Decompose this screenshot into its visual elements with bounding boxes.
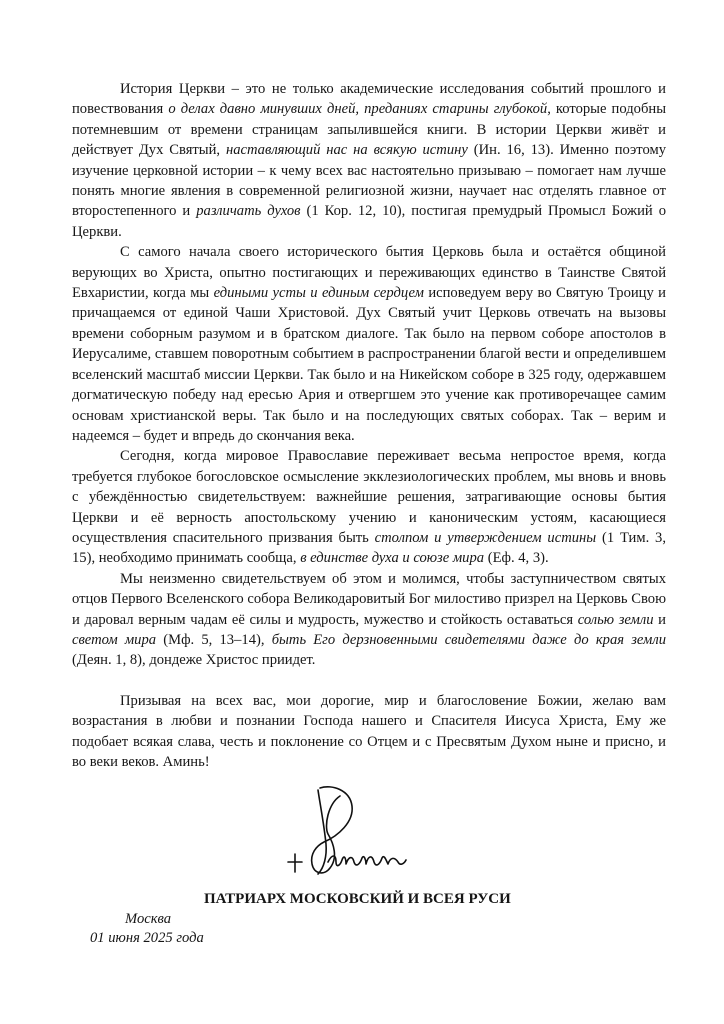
date-of-signing: 01 июня 2025 года: [90, 930, 204, 946]
signer-title: ПАТРИАРХ МОСКОВСКИЙ И ВСЕЯ РУСИ: [204, 891, 511, 907]
text-run: С самого начала своего исторического бытия Церковь была и остаётся общиной верующих во Христа, опытно постигающих и переживающих единство в Таинстве Святой Евхаристии, когда мы: [72, 244, 666, 302]
place-of-signing: Москва: [125, 911, 172, 927]
signature-image: [280, 784, 410, 884]
text-run: (Мф. 5, 13–14),: [156, 631, 272, 648]
paragraph-blessing: [72, 691, 666, 773]
text-run: (Ин. 16, 13). Именно поэтому изучение церковной истории – к чему всех вас настоятельно призываю – помогает нам лучше понять многие явления в современной религиозной жизни, научает нас отделять главное от второстепенного и: [72, 142, 666, 220]
italic-quote-run: наставляющий нас на всякую истину: [225, 142, 468, 159]
paragraph-church-unity: [72, 242, 666, 446]
paragraph-orthodoxy-today: [72, 446, 666, 568]
italic-quote-run: солью земли: [577, 611, 654, 628]
text-run: Мы неизменно свидетельствуем об этом и молимся, чтобы заступничеством святых отцов Первого Вселенского собора Великодаровитый Бог милостиво призрел на Церковь Свою и даровал верным чадам её силы и мудрость, мужество и стойкость оставаться: [72, 570, 666, 628]
text-run: (1 Тим. 3, 15), необходимо принимать сообща,: [72, 529, 666, 567]
text-run: (Деян. 1, 8), дондеже Христос приидет.: [72, 652, 316, 669]
italic-quote-run: столпом и утверждением истины: [374, 529, 597, 546]
text-run: и: [653, 611, 666, 628]
text-run: , которые подобны потемневшим от времени страницам запылившейся книги. В истории Церкви живёт и действует Дух Святый,: [72, 101, 666, 159]
text-run: Сегодня, когда мировое Православие переживает весьма непростое время, когда требуется глубокое богословское осмысление экклезиологических проблем, мы вновь и вновь с убеждённостью свидетельствуем: важнейшие решения, затрагивающие основы бытия Церкви и её верность апостольскому учению и каноническим устоям, касающиеся осуществления спасительного призвания быть: [72, 448, 666, 546]
paragraph-prayer: [72, 569, 666, 671]
text-run: История Церкви – это не только академические исследования событий прошлого и повествования: [72, 81, 666, 118]
text-run: (1 Кор. 12, 10), постигая премудрый Промысл Божий о Церкви.: [72, 203, 667, 240]
italic-quote-run: светом мира: [72, 631, 157, 648]
italic-quote-run: едиными усты и единым сердцем: [213, 285, 424, 302]
italic-quote-run: быть Его дерзновенными свидетелями даже до края земли: [271, 631, 666, 648]
letter-body: [72, 79, 666, 772]
italic-quote-run: о делах давно минувших дней, преданиях старины глубокой: [168, 101, 548, 118]
text-run: (Еф. 4, 3).: [484, 550, 549, 567]
italic-quote-run: различать духов: [196, 203, 301, 220]
italic-quote-run: в единстве духа и союзе мира: [300, 550, 485, 567]
paragraph-church-history: [72, 79, 666, 242]
text-run: Призывая на всех вас, мои дорогие, мир и благословение Божии, желаю вам возрастания в любви и познании Господа нашего и Спасителя Иисуса Христа, Ему же подобает всякая слава, честь и поклонение со Отцем и с Пресвятым Духом ныне и присно, и во веки веков. Аминь!: [72, 692, 666, 770]
text-run: исповедуем веру во Святую Троицу и причащаемся от единой Чаши Христовой. Дух Святый учит Церковь отвечать на вызовы времени соборным разумом и в братском диалоге. Так было на первом соборе апостолов в Иерусалиме, ставшем поворотным событием в распространении благой вести и определившем вселенский масштаб миссии Церкви. Так было и на Никейском соборе в 325 году, одержавшем догматическую победу над ересью Ария и отвергшем это учение как противоречащее самим основам христианской веры. Так было и на последующих святых соборах. Так – верим и надеемся – будет и впредь до скончания века.: [72, 285, 666, 444]
